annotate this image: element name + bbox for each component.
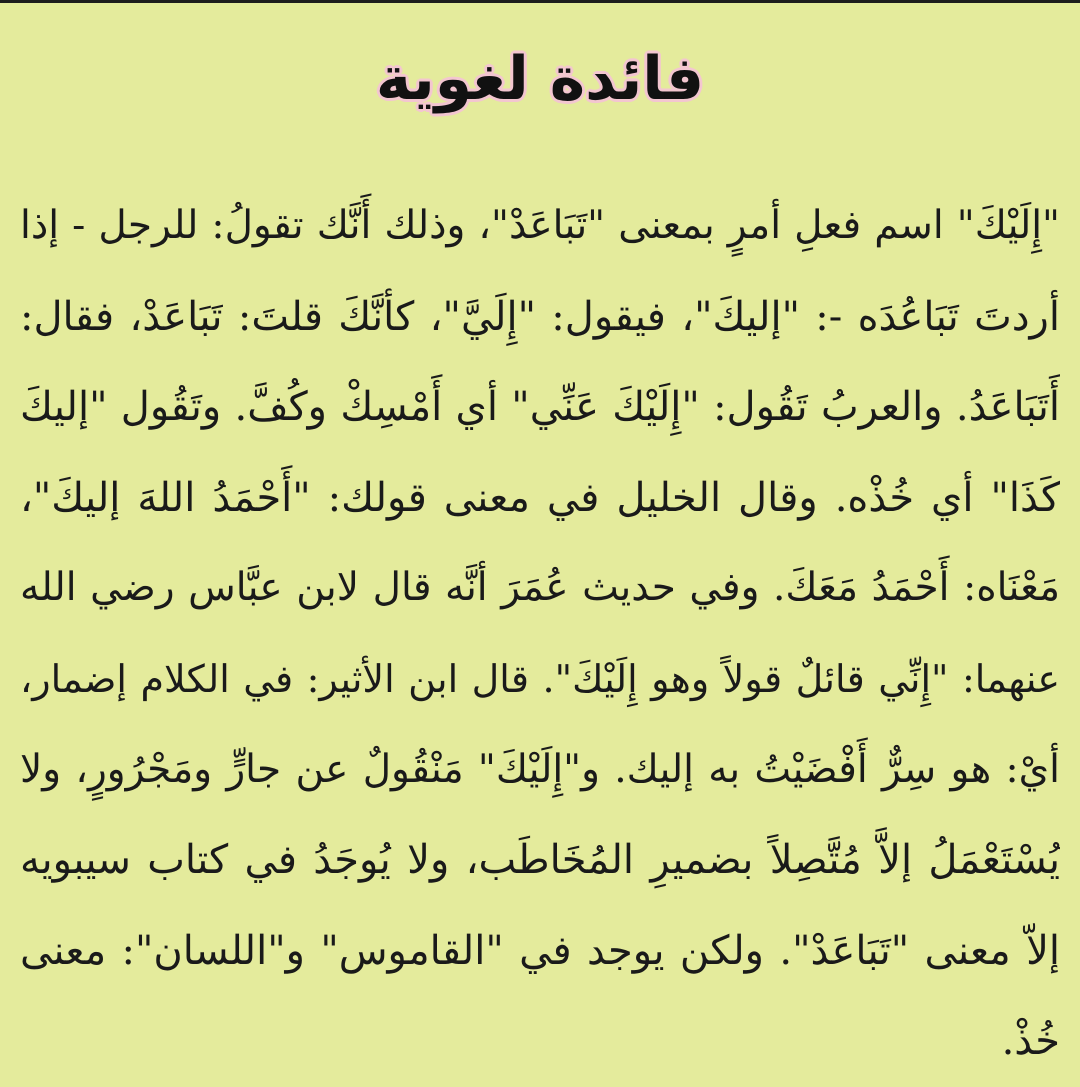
page-title: فائدة لغوية [375,44,705,114]
paragraph-line: خُذْ. [1001,1018,1060,1065]
paragraph-line: "إِلَيْكَ" اسم فعلِ أمرٍ بمعنى "تَبَاعَدْ"، وذلك أَنَّك تقولُ: للرجل - إذا [20,203,1060,248]
benefit-card [0,3,1080,1072]
paragraph-line: أيْ: هو سِرٌّ أَفْضَيْتُ به إليك. و"إِلَيْكَ" مَنْقُولٌ عن جارٍّ ومَجْرُورٍ، ولا [20,746,1060,792]
paragraph-line: أردتَ تَبَاعُدَه -: "إليكَ"، فيقول: "إِلَيَّ"، كأنَّكَ قلتَ: تَبَاعَدْ، فقال: [20,293,1060,340]
paragraph [20,181,1060,1087]
paragraph-line: يُسْتَعْمَلُ إلاَّ مُتَّصِلاً بضميرِ المُخَاطَب، ولا يُوجَدُ في كتاب سيبويه [20,837,1060,884]
paragraph-line: مَعْنَاه: أَحْمَدُ مَعَكَ. وفي حديث عُمَرَ أنَّه قال لابن عبَّاس رضي الله [20,565,1060,611]
paragraph-line: إلاّ معنى "تَبَاعَدْ". ولكن يوجد في "القاموس" و"اللسان": معنى [20,927,1060,974]
paragraph-line: كَذَا" أي خُذْه. وقال الخليل في معنى قولك: "أَحْمَدُ اللهَ إليكَ"، [20,474,1060,521]
paragraph-line: عنهما: "إِنِّي قائلٌ قولاً وهو إِلَيْكَ". قال ابن الأثير: في الكلام إضمار، [20,656,1060,701]
paragraph-line: أَتَبَاعَدُ. والعربُ تَقُول: "إِلَيْكَ عَنِّي" أي أَمْسِكْ وكُفَّ. وتَقُول "إليكَ [20,384,1060,431]
title-container [20,37,1060,137]
